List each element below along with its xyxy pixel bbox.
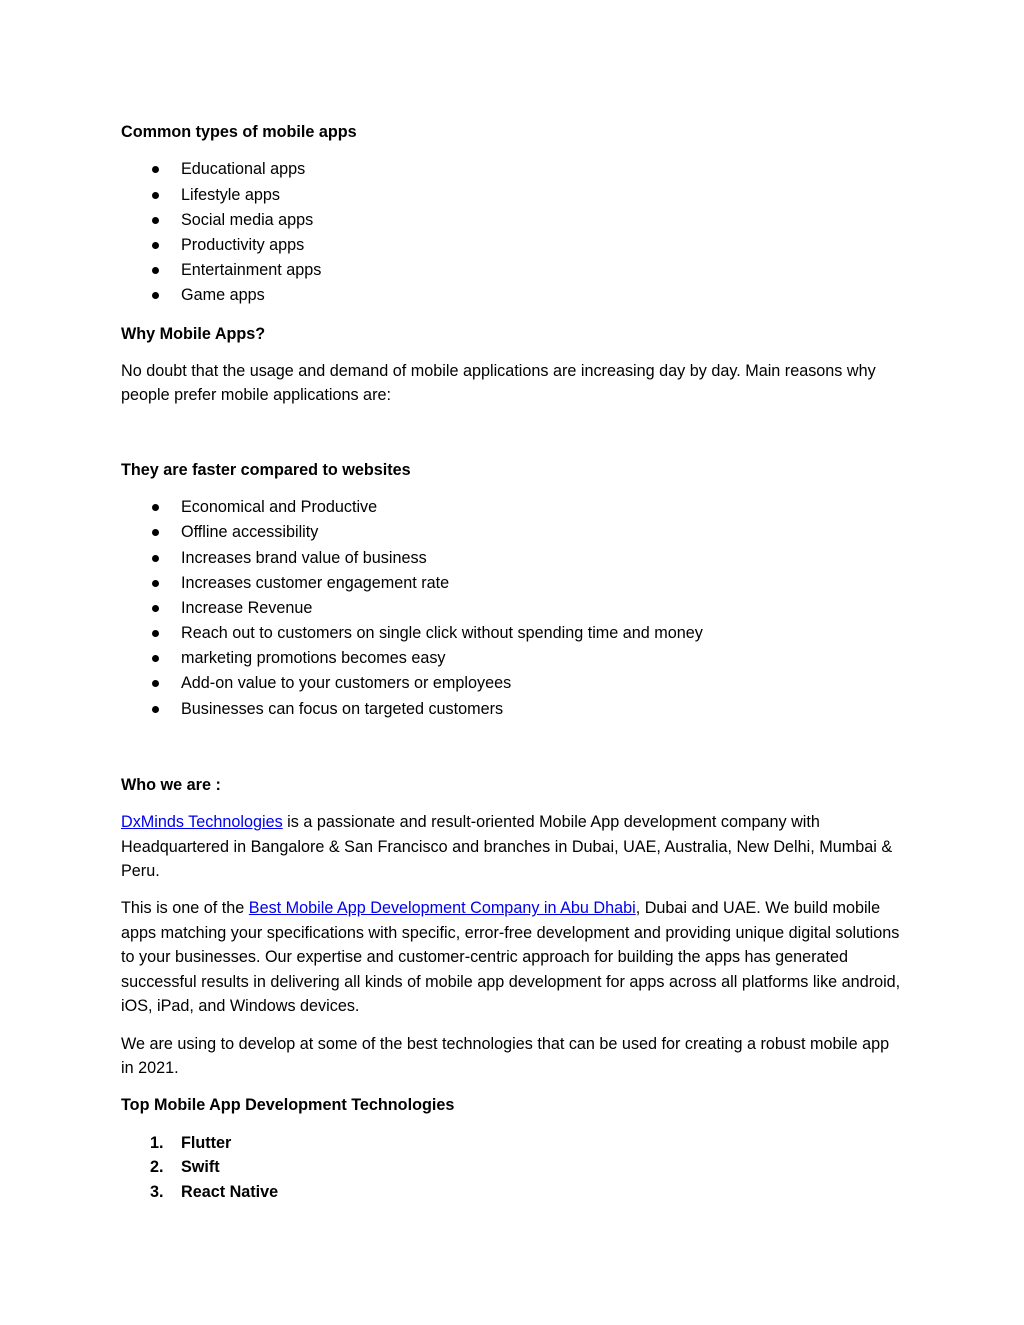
list-item-label: Lifestyle apps — [181, 185, 280, 204]
bullet-icon — [152, 267, 159, 274]
list-item — [121, 1131, 906, 1155]
list-item-number: 2. — [150, 1158, 164, 1177]
paragraph-text: This is one of the — [121, 899, 249, 918]
list-item-number: 1. — [150, 1133, 164, 1152]
list-item — [121, 546, 906, 571]
list-item — [121, 1155, 906, 1179]
paragraph-why-mobile-apps: No doubt that the usage and demand of mobile applications are increasing day by day. Main reasons why people prefer mobile applications are: — [121, 361, 876, 405]
paragraph-company-intro — [121, 810, 906, 883]
list-item-label: Entertainment apps — [181, 261, 322, 280]
blank-line — [121, 421, 906, 458]
list-item-label: Game apps — [181, 286, 265, 305]
list-item — [121, 671, 906, 696]
document-content — [121, 120, 906, 1217]
list-item — [121, 697, 906, 722]
list-item-number: 3. — [150, 1182, 164, 1201]
list-item-label: Productivity apps — [181, 235, 305, 254]
list-reasons — [121, 495, 906, 722]
bullet-icon — [152, 242, 159, 249]
paragraph-technologies-intro: We are using to develop at some of the best technologies that can be used for creating a robust mobile app in 2021. — [121, 1034, 890, 1077]
bullet-icon — [152, 580, 159, 587]
list-item — [121, 621, 906, 646]
list-item — [121, 183, 906, 208]
bullet-icon — [152, 680, 159, 687]
bullet-icon — [152, 192, 159, 199]
bullet-icon — [152, 706, 159, 713]
heading-common-types: Common types of mobile apps — [121, 123, 357, 141]
list-item-label: Increases brand value of business — [181, 548, 427, 567]
bullet-icon — [152, 630, 159, 637]
bullet-icon — [152, 655, 159, 662]
list-item — [121, 1180, 906, 1204]
list-item-label: Businesses can focus on targeted customers — [181, 699, 504, 718]
bullet-icon — [152, 166, 159, 173]
list-item-label: Increase Revenue — [181, 598, 313, 617]
list-item — [121, 571, 906, 596]
list-item-label: Swift — [181, 1158, 220, 1177]
list-item — [121, 596, 906, 621]
list-item-label: Reach out to customers on single click without spending time and money — [181, 624, 703, 643]
list-item — [121, 646, 906, 671]
link-dxminds-technologies[interactable]: DxMinds Technologies — [121, 813, 283, 832]
list-item-label: React Native — [181, 1182, 279, 1201]
list-common-types — [121, 157, 906, 308]
bullet-icon — [152, 292, 159, 299]
heading-why-mobile-apps: Why Mobile Apps? — [121, 324, 266, 343]
list-item — [121, 520, 906, 545]
bullet-icon — [152, 217, 159, 224]
paragraph-company-details — [121, 896, 906, 1018]
list-item-label: Economical and Productive — [181, 498, 378, 517]
bullet-icon — [152, 504, 159, 511]
list-item — [121, 495, 906, 520]
heading-faster-than-websites: They are faster compared to websites — [121, 460, 411, 479]
list-item-label: Educational apps — [181, 160, 306, 179]
list-item — [121, 258, 906, 283]
list-item-label: Social media apps — [181, 210, 314, 229]
bullet-icon — [152, 555, 159, 562]
list-top-technologies — [121, 1131, 906, 1204]
link-best-mobile-app-company[interactable]: Best Mobile App Development Company in Abu Dhabi — [248, 899, 636, 918]
heading-who-we-are: Who we are : — [121, 775, 221, 794]
list-item — [121, 208, 906, 233]
list-item — [121, 283, 906, 308]
list-item-label: Offline accessibility — [181, 523, 319, 542]
list-item-label: marketing promotions becomes easy — [181, 649, 446, 668]
bullet-icon — [152, 529, 159, 536]
heading-top-technologies: Top Mobile App Development Technologies — [121, 1096, 455, 1115]
paragraph-text: , Dubai and UAE. We build mobile apps matching your specifications with specific, error-free development and providing unique digital solutions to your businesses. Our expertise and customer-centric approach for building the apps has generated successful results in delivering all kinds of mobile app development for apps across all platforms like android, iOS, iPad, and Windows devices. — [121, 899, 901, 1016]
bullet-icon — [152, 605, 159, 612]
list-item — [121, 233, 906, 258]
blank-line — [121, 735, 906, 773]
list-item-label: Flutter — [181, 1133, 232, 1152]
list-item — [121, 157, 906, 182]
list-item-label: Add-on value to your customers or employees — [181, 674, 512, 693]
paragraph-text: is a passionate and result-oriented Mobile App development company with Headquartered in Bangalore & San Francisco and branches in Dubai, UAE, Australia, New Delhi, Mumbai & Peru. — [121, 813, 893, 881]
list-item-label: Increases customer engagement rate — [181, 573, 450, 592]
